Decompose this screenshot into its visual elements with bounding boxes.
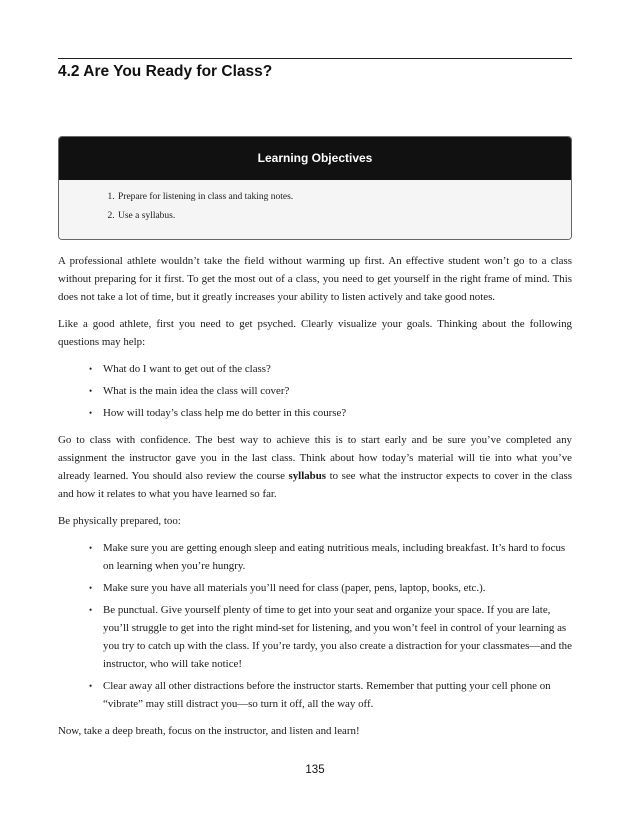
header-rule <box>58 58 572 59</box>
question-item: • What is the main idea the class will cover? <box>103 382 572 400</box>
tip-item: • Make sure you have all materials you’ll need for class (paper, pens, laptop, books, etc.). <box>103 579 572 597</box>
page-number: 135 <box>305 764 325 776</box>
question-item: • How will today’s class help me do better in this course? <box>103 404 572 422</box>
objective-item: 1. Prepare for listening in class and taking notes. <box>117 188 571 207</box>
intro-paragraph: A professional athlete wouldn’t take the field without warming up first. An effective student won’t go to a class without preparing for it first. To get the most out of a class, you need to get yourself in the right frame of mind. This does not take a lot of time, but it greatly increases your ability to listen actively and take good notes. <box>58 255 572 303</box>
main-content <box>58 252 572 749</box>
learning-objectives-header: Learning Objectives <box>59 137 571 180</box>
confidence-text-start: Go to class with confidence. The best way to achieve this is to start early and be sure you’ve completed any assignment the instructor gave you in the last class. Think about how today’s material will tie into what you’ve already learned. You should also review the course <box>58 434 572 482</box>
tip-item: • Make sure you are getting enough sleep and eating nutritious meals, including breakfast. It’s hard to focus on learning when you’re hungry. <box>103 539 572 575</box>
confidence-text-end: to see what the instructor expects to cover in the class and how it relates to what you have learned so far. <box>58 470 573 500</box>
questions-list <box>58 360 572 422</box>
section-title: 4.2 Are You Ready for Class? <box>58 63 273 80</box>
psyched-paragraph: Like a good athlete, first you need to get psyched. Clearly visualize your goals. Thinking about the following questions may help: <box>58 318 572 348</box>
tip-item: • Clear away all other distractions before the instructor starts. Remember that putting your cell phone on “vibrate” may still distract you—so turn it off, all the way off. <box>103 677 572 713</box>
learning-objectives-box <box>58 136 572 240</box>
objective-item: 2. Use a syllabus. <box>117 207 571 226</box>
confidence-paragraph <box>58 431 572 503</box>
learning-objectives-list <box>59 188 571 226</box>
tip-item: • Be punctual. Give yourself plenty of time to get into your seat and organize your space. If you are late, you’ll struggle to get into the right mind-set for listening, and you won’t feel in control of your learning as you try to catch up with the class. If you’re tardy, you also create a distraction for your classmates—and the instructor, who will take notice! <box>103 601 572 673</box>
physical-tips-list <box>58 539 572 713</box>
question-item: • What do I want to get out of the class? <box>103 360 572 378</box>
physically-paragraph: Be physically prepared, too: <box>58 515 181 527</box>
learning-objectives-body <box>59 180 571 240</box>
syllabus-term: syllabus <box>288 470 327 482</box>
closing-paragraph: Now, take a deep breath, focus on the instructor, and listen and learn! <box>58 725 360 737</box>
